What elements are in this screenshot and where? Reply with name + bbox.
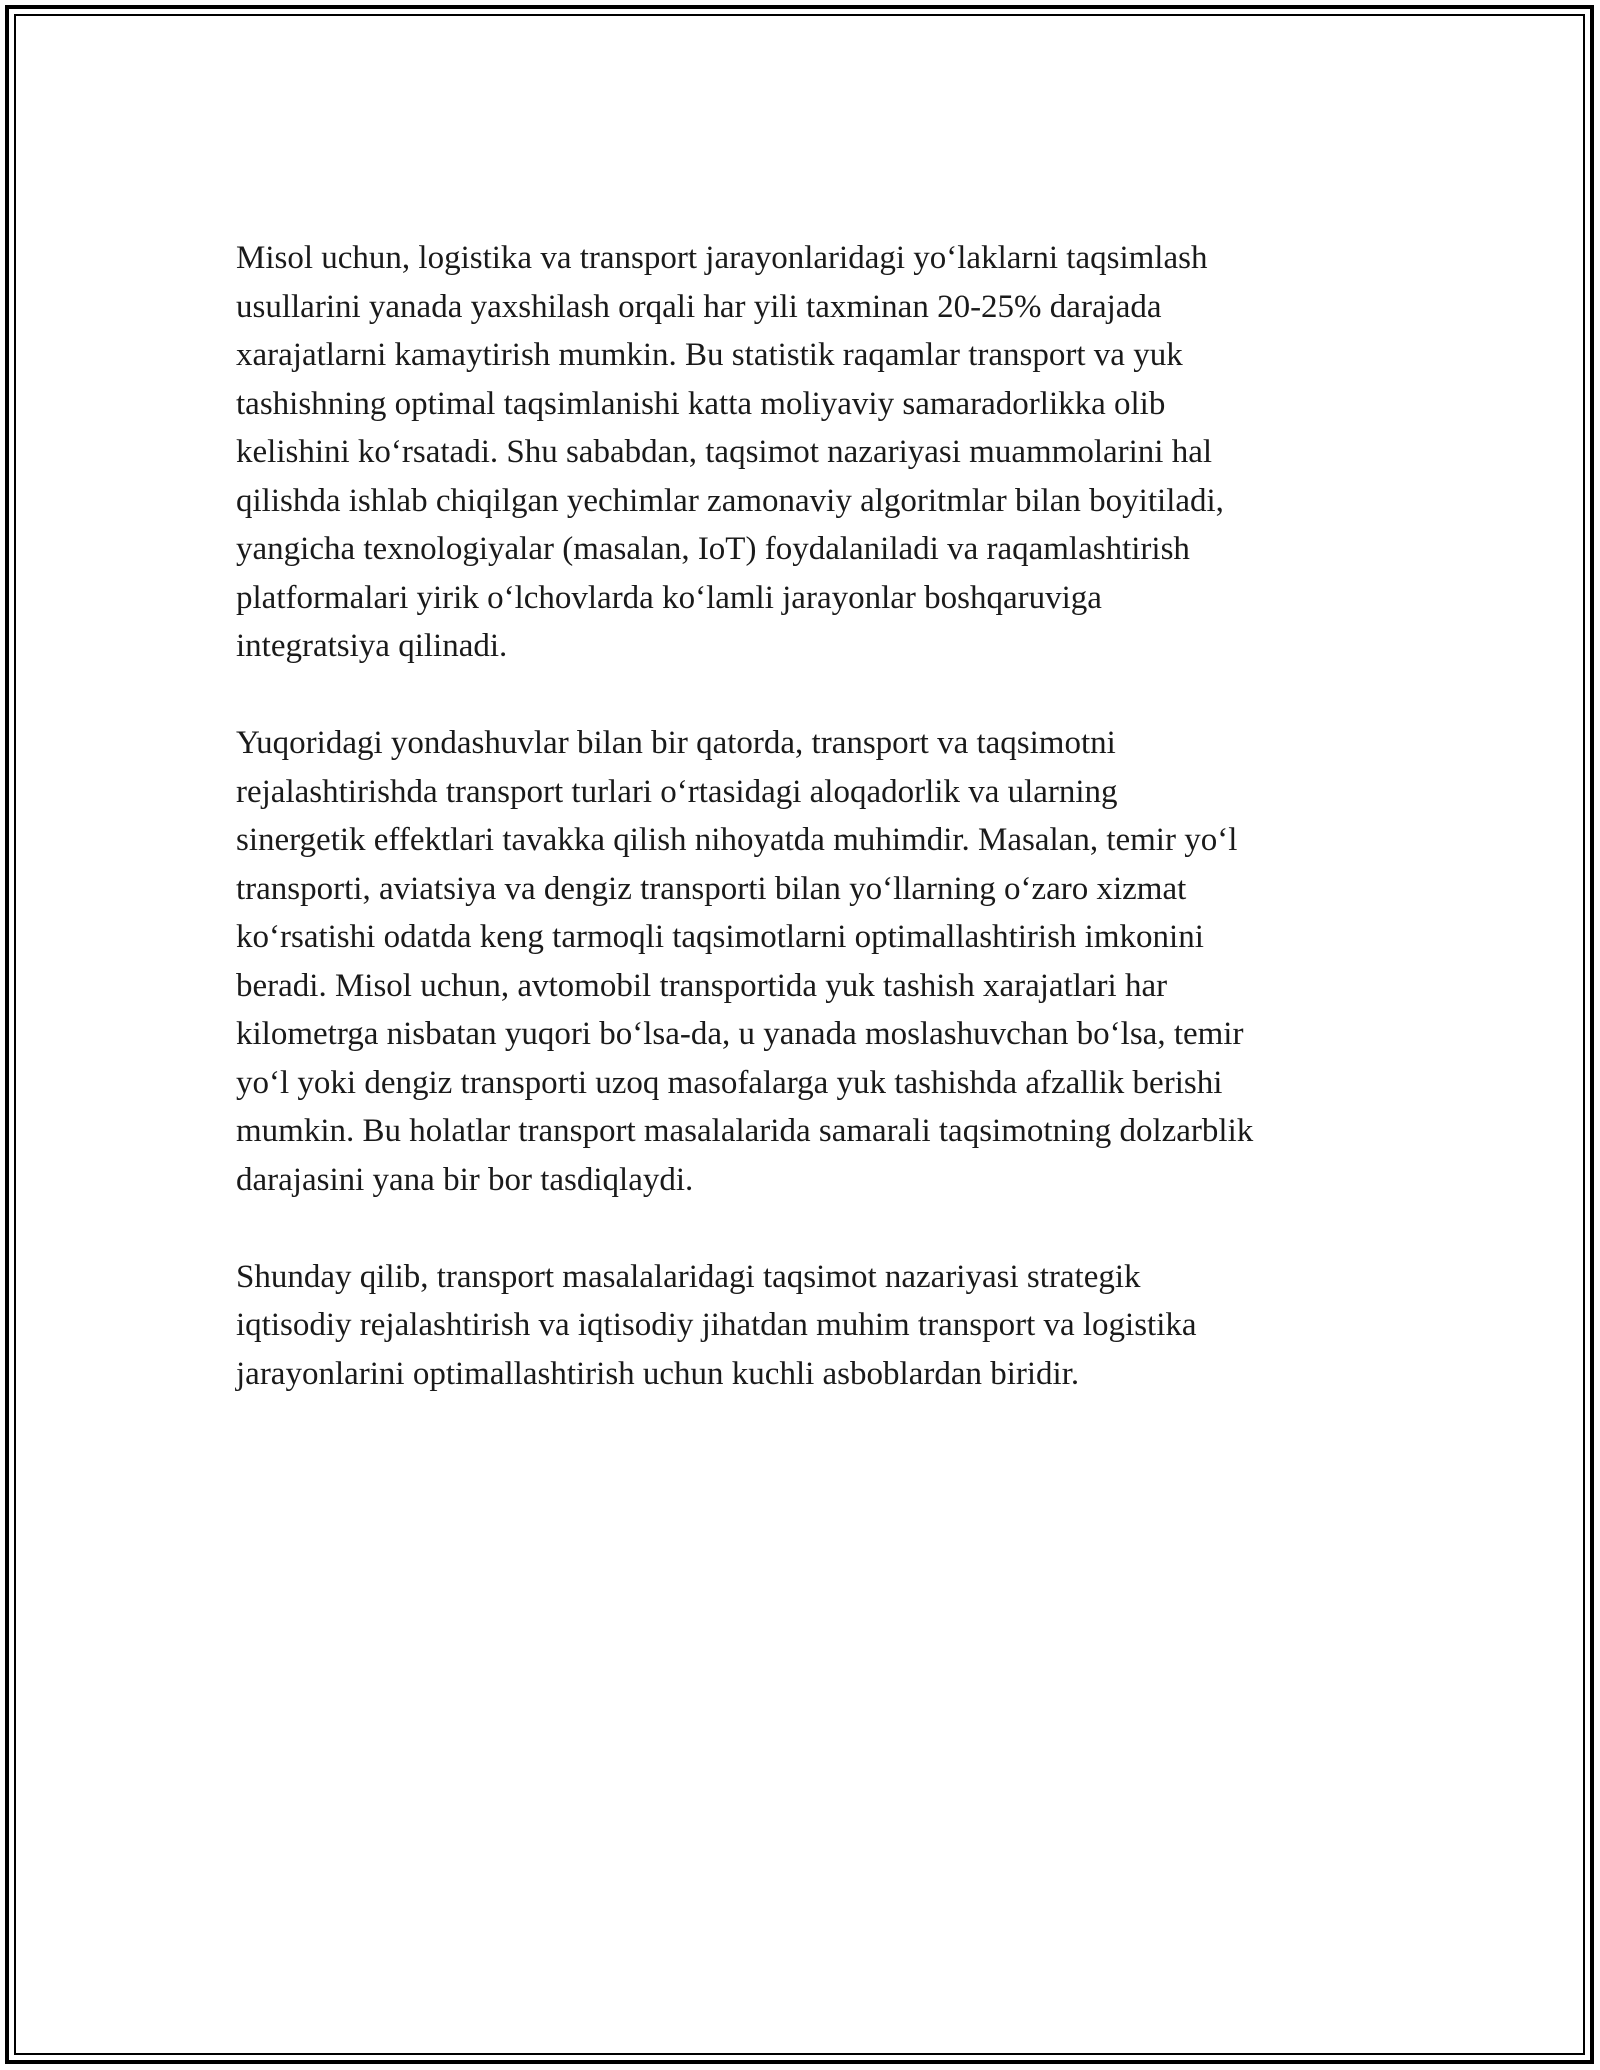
text-line: kilometrga nisbatan yuqori boʻlsa-da, u yanada moslashuvchan boʻlsa, temir xyxy=(236,1016,1244,1052)
text-line: Yuqoridagi yondashuvlar bilan bir qatorda, transport va taqsimotni xyxy=(236,725,1116,761)
text-line: yoʻl yoki dengiz transporti uzoq masofalarga yuk tashishda afzallik berishi xyxy=(236,1064,1223,1101)
text-line: beradi. Misol uchun, avtomobil transportida yuk tashish xarajatlari har xyxy=(236,967,1168,1004)
paragraph-1 xyxy=(236,234,1386,671)
text-line: koʻrsatishi odatda keng tarmoqli taqsimotlarni optimallashtirish imkonini xyxy=(236,919,1204,955)
text-line: rejalashtirishda transport turlari oʻrtasidagi aloqadorlik va ularning xyxy=(236,773,1118,810)
text-line: usullarini yanada yaxshilash orqali har yili taxminan 20-25% darajada xyxy=(236,288,1162,325)
text-line: xarajatlarni kamaytirish mumkin. Bu statistik raqamlar transport va yuk xyxy=(236,337,1183,373)
text-line: integratsiya qilinadi. xyxy=(236,628,508,664)
paragraph-3 xyxy=(236,1253,1386,1399)
text-line: Shunday qilib, transport masalalaridagi taqsimot nazariyasi strategik xyxy=(236,1258,1141,1295)
text-line: iqtisodiy rejalashtirish va iqtisodiy jihatdan muhim transport va logistika xyxy=(236,1307,1197,1343)
text-line: kelishini koʻrsatadi. Shu sababdan, taqsimot nazariyasi muammolarini hal xyxy=(236,434,1213,470)
document-body xyxy=(236,234,1386,1447)
text-line: jarayonlarini optimallashtirish uchun kuchli asboblardan biridir. xyxy=(236,1355,1080,1392)
text-line: darajasini yana bir bor tasdiqlaydi. xyxy=(236,1161,694,1198)
text-line: yangicha texnologiyalar (masalan, IoT) foydalaniladi va raqamlashtirish xyxy=(236,531,1190,567)
text-line: sinergetik effektlari tavakka qilish nihoyatda muhimdir. Masalan, temir yoʻl xyxy=(236,822,1238,858)
text-line: qilishda ishlab chiqilgan yechimlar zamonaviy algoritmlar bilan boyitiladi, xyxy=(236,482,1224,519)
paragraph-2 xyxy=(236,719,1386,1204)
text-line: tashishning optimal taqsimlanishi katta moliyaviy samaradorlikka olib xyxy=(236,385,1166,422)
text-line: transporti, aviatsiya va dengiz transporti bilan yoʻllarning oʻzaro xizmat xyxy=(236,870,1187,907)
text-line: platformalari yirik oʻlchovlarda koʻlamli jarayonlar boshqaruviga xyxy=(236,579,1102,616)
text-line: mumkin. Bu holatlar transport masalalarida samarali taqsimotning dolzarblik xyxy=(236,1113,1254,1149)
text-line: Misol uchun, logistika va transport jarayonlaridagi yoʻlaklarni taqsimlash xyxy=(236,240,1208,276)
